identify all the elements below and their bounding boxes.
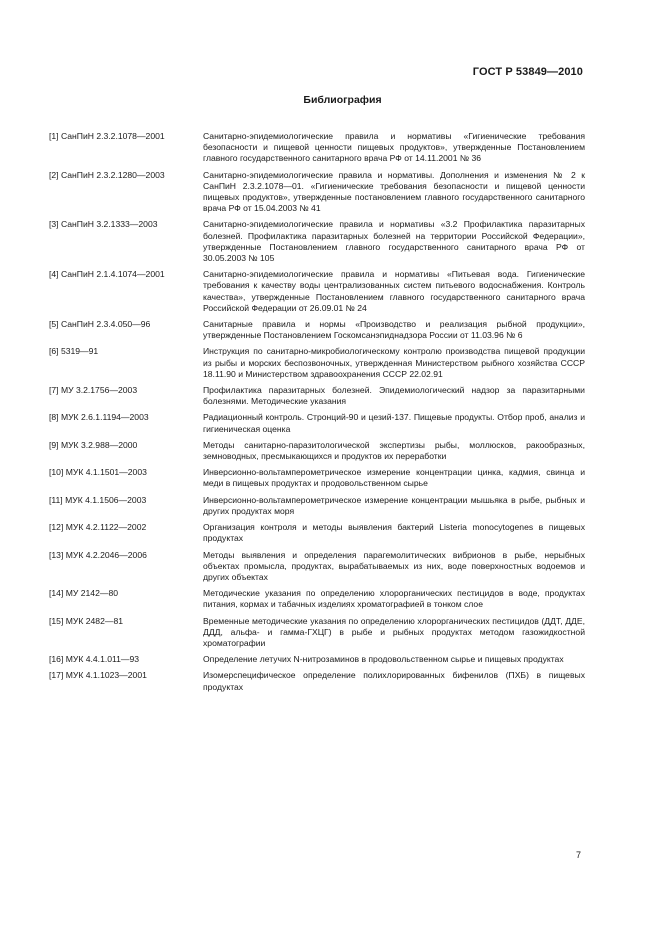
entry-reference: [11] МУК 4.1.1506—2003 — [49, 494, 147, 505]
entry-description: Временные методические указания по определению хлорорганических пестицидов (ДДТ, ДДЕ, ДДД, альфа- и гамма-ГХЦГ) в рыбе и рыбных продуктах методом газожидкостной хроматографии — [203, 615, 585, 648]
entry-description: Определение летучих N-нитрозаминов в продовольственном сырье и пищевых продуктах — [203, 654, 564, 665]
entry-description: Методы санитарно-паразитологической экспертизы рыбы, моллюсков, ракообразных, земноводных, пресмыкающихся и продуктов их переработки — [203, 439, 585, 462]
bibliography-list — [49, 131, 585, 698]
bibliography-entry — [49, 588, 585, 610]
bibliography-entry — [49, 219, 585, 264]
entry-reference: [16] МУК 4.4.1.011—93 — [49, 654, 140, 665]
entry-reference: [4] СанПиН 2.1.4.1074—2001 — [49, 269, 165, 280]
bibliography-entry — [49, 346, 585, 380]
entry-description: Санитарно-эпидемиологические правила и нормативы «Гигиенические требования безопасности и пищевой ценности пищевых продуктов», утвержденные Постановлением главного государственного санитарного врача РФ от 14.11.2001 № 36 — [203, 131, 585, 164]
entry-reference: [5] СанПиН 2.3.4.050—96 — [49, 319, 151, 330]
entry-reference: [17] МУК 4.1.1023—2001 — [49, 670, 147, 681]
standard-header: ГОСТ Р 53849—2010 — [472, 66, 583, 78]
bibliography-entry — [49, 550, 585, 584]
page-title — [0, 94, 661, 106]
entry-description: Изомерспецифическое определение полихлорированных бифенилов (ПХБ) в пищевых продуктах — [203, 670, 585, 692]
entry-description: Инверсионно-вольтамперометрическое измерение концентрации цинка, кадмия, свинца и меди в пищевых продуктах и продовольственном сырье — [203, 467, 585, 489]
bibliography-entry — [49, 170, 585, 215]
bibliography-entry — [49, 495, 585, 517]
entry-description: Организация контроля и методы выявления бактерий Listeria monocytogenes в пищевых продуктах — [203, 522, 585, 544]
entry-reference: [8] МУК 2.6.1.1194—2003 — [49, 412, 149, 423]
entry-description: Методы выявления и определения парагемолитических вибрионов в рыбе, нерыбных объектах промысла, продуктах, вырабатываемых из них, воде поверхностных водоемов и других объектах — [203, 549, 585, 582]
entry-description: Санитарно-эпидемиологические правила и нормативы «3.2 Профилактика паразитарных болезней. Профилактика паразитарных болезней на территории Российской Федерации», утвержденные Постановлением главного государственного санитарного врача РФ от 30.05.2003 № 105 — [203, 219, 585, 264]
bibliography-entry — [49, 616, 585, 650]
entry-reference: [2] СанПиН 2.3.2.1280—2003 — [49, 169, 165, 180]
bibliography-entry — [49, 385, 585, 407]
entry-reference: [13] МУК 4.2.2046—2006 — [49, 549, 147, 560]
bibliography-entry — [49, 467, 585, 489]
entry-description: Инверсионно-вольтамперометрическое измерение концентрации мышьяка в рыбе, рыбных и других продуктах моря — [203, 494, 585, 516]
bibliography-title: Библиография — [303, 94, 382, 106]
entry-reference: [6] 5319—91 — [49, 346, 99, 357]
entry-reference: [3] СанПиН 3.2.1333—2003 — [49, 219, 158, 230]
entry-reference: [9] МУК 3.2.988—2000 — [49, 439, 138, 450]
entry-description: Санитарно-эпидемиологические правила и нормативы «Питьевая вода. Гигиенические требования к качеству воды централизованных систем питьевого водоснабжения. Контроль качества», утвержденные Постановлением главного государственного санитарного врача Российской Федерации от 26.09.01 № 24 — [203, 269, 585, 313]
bibliography-entry — [49, 269, 585, 314]
entry-description: Санитарные правила и нормы «Производство и реализация рыбной продукции», утвержденные Постановлением Госкомсанэпиднадзора России от 11.03.96 № 6 — [203, 319, 585, 341]
entry-reference: [15] МУК 2482—81 — [49, 615, 124, 626]
entry-reference: [1] СанПиН 2.3.2.1078—2001 — [49, 131, 165, 141]
entry-reference: [10] МУК 4.1.1501—2003 — [49, 467, 147, 478]
bibliography-entry — [49, 522, 585, 544]
entry-reference: [12] МУК 4.2.1122—2002 — [49, 522, 147, 533]
entry-description: Санитарно-эпидемиологические правила и нормативы. Дополнения и изменения № 2 к СанПиН 2.3.2.1078—01. «Гигиенические требования безопасности и пищевой ценности пищевых продуктов», утвержденные постановлением главного государственного санитарного врача РФ от 15.04.2003 № 41 — [203, 169, 585, 214]
bibliography-entry — [49, 670, 585, 692]
entry-description: Инструкция по санитарно-микробиологическому контролю производства пищевой продукции из рыбы и морских беспозвоночных, утвержденная Министерством рыбного хозяйства СССР 18.11.90 и Министерством здравоохранения СССР 22.02.91 — [203, 346, 585, 379]
entry-description: Методические указания по определению хлорорганических пестицидов в воде, продуктах питания, кормах и табачных изделиях хроматографией в тонком слое — [203, 588, 585, 610]
entry-reference: [14] МУ 2142—80 — [49, 588, 118, 599]
bibliography-entry — [49, 654, 585, 665]
page-number: 7 — [575, 850, 581, 860]
bibliography-entry — [49, 131, 585, 165]
entry-description: Радиационный контроль. Стронций-90 и цезий-137. Пищевые продукты. Отбор проб, анализ и гигиеническая оценка — [203, 412, 585, 434]
entry-reference: [7] МУ 3.2.1756—2003 — [49, 385, 138, 396]
bibliography-entry — [49, 440, 585, 462]
entry-description: Профилактика паразитарных болезней. Эпидемиологический надзор за паразитарными болезнями. Методические указания — [203, 385, 585, 407]
bibliography-entry — [49, 319, 585, 341]
bibliography-entry — [49, 412, 585, 434]
